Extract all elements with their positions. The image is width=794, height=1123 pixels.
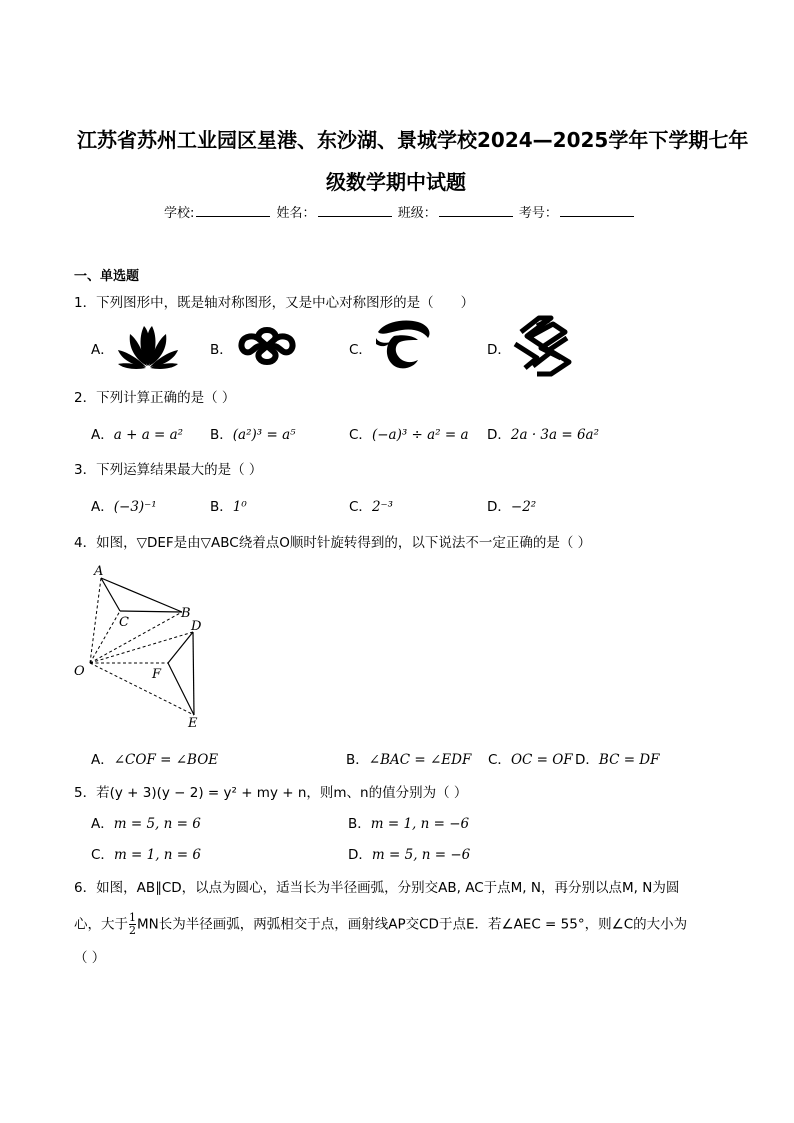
china-mobile-logo-icon xyxy=(511,314,577,378)
q6-line2 xyxy=(74,912,687,937)
q6-frac-den: 2 xyxy=(129,924,136,937)
q1-label-c: C． xyxy=(349,342,372,358)
q6-line1: 6．如图，AB∥CD，以点为圆心，适当长为半径画弧，分别交AB, AC于点M, N，再分别以点M, N为圆 xyxy=(74,880,680,896)
segment-fe xyxy=(168,663,194,715)
q2-option-d: 2a · 3a = 6a² xyxy=(510,427,599,443)
examno-label: 考号： xyxy=(518,206,558,221)
point-label-e: E xyxy=(188,716,198,731)
q1-label-d: D． xyxy=(487,342,511,358)
q5-label-b: B． xyxy=(348,816,371,832)
q1-stem: 1．下列图形中，既是轴对称图形，又是中心对称图形的是（ ） xyxy=(74,295,475,311)
q4-label-c: C． xyxy=(488,752,511,768)
q1-label-a: A． xyxy=(91,342,114,358)
q6-line3: （ ） xyxy=(74,950,106,966)
q5-option-b: m = 1, n = −6 xyxy=(370,816,470,832)
q2-label-b: B． xyxy=(210,427,233,443)
dashed-oa xyxy=(90,578,101,663)
huawei-logo-icon xyxy=(116,322,180,370)
q3-label-a: A． xyxy=(91,499,114,515)
q3-stem: 3．下列运算结果最大的是（ ） xyxy=(74,462,263,478)
name-blank[interactable] xyxy=(318,204,392,217)
q3-option-d: −2² xyxy=(510,499,537,515)
q2-option-a: a + a = a² xyxy=(113,427,184,443)
q4-label-d: D． xyxy=(575,752,599,768)
q4-option-a: ∠COF = ∠BOE xyxy=(113,752,219,768)
q4-option-b: ∠BAC = ∠EDF xyxy=(368,752,472,768)
point-label-a: A xyxy=(94,564,104,579)
q4-option-d: BC = DF xyxy=(598,752,660,768)
rotation-figure xyxy=(70,560,220,732)
q3-option-c: 2⁻³ xyxy=(371,499,394,515)
examno-blank[interactable] xyxy=(560,204,634,217)
q3-option-a: (−3)⁻¹ xyxy=(113,499,157,515)
q2-option-c: (−a)³ ÷ a² = a xyxy=(371,427,469,443)
q4-stem: 4．如图，▽DEF是由▽ABC绕着点O顺时针旋转得到的，以下说法不一定正确的是（ ） xyxy=(74,535,592,551)
point-label-o: O xyxy=(74,664,85,679)
q6-fraction xyxy=(129,912,136,937)
exam-title-line2: 级数学期中试题 xyxy=(326,170,466,194)
china-unicom-knot-icon xyxy=(236,326,298,366)
class-blank[interactable] xyxy=(439,204,513,217)
class-label: 班级： xyxy=(397,206,437,221)
q2-label-d: D． xyxy=(487,427,511,443)
q6-line2-start: 心，大于 xyxy=(74,916,128,933)
school-label: 学校: xyxy=(164,206,195,221)
q6-line2-end: MN长为半径画弧，两弧相交于点，画射线AP交CD于点E．若∠AEC = 55°，则∠C的大小为 xyxy=(137,916,688,933)
student-info-line xyxy=(164,202,636,221)
q5-label-d: D． xyxy=(348,847,372,863)
q5-option-d: m = 5, n = −6 xyxy=(371,847,471,863)
q5-label-a: A． xyxy=(91,816,114,832)
segment-ab xyxy=(101,578,182,612)
segment-ac xyxy=(101,578,120,611)
q5-option-c: m = 1, n = 6 xyxy=(113,847,201,863)
q3-label-c: C． xyxy=(349,499,372,515)
q2-stem: 2．下列计算正确的是（ ） xyxy=(74,390,236,406)
q4-label-b: B． xyxy=(346,752,369,768)
q5-stem: 5．若(y + 3)(y − 2) = y² + my + n，则m、n的值分别为（ ） xyxy=(74,785,468,801)
dashed-od xyxy=(90,632,193,663)
q3-label-b: B． xyxy=(210,499,233,515)
school-blank[interactable] xyxy=(196,204,270,217)
segment-de xyxy=(193,632,194,715)
q2-label-c: C． xyxy=(349,427,372,443)
point-label-f: F xyxy=(152,667,162,682)
exam-title-line1: 江苏省苏州工业园区星港、东沙湖、景城学校2024—2025学年下学期七年 xyxy=(77,128,749,152)
segment-df xyxy=(168,632,193,663)
q3-option-b: 1⁰ xyxy=(232,499,247,515)
q5-label-c: C． xyxy=(91,847,114,863)
segment-cb xyxy=(120,611,182,612)
q4-label-a: A． xyxy=(91,752,114,768)
dashed-oe xyxy=(90,663,194,715)
point-label-b: B xyxy=(181,606,191,621)
q3-label-d: D． xyxy=(487,499,511,515)
section-heading: 一、单选题 xyxy=(74,269,140,284)
q2-option-b: (a²)³ = a⁵ xyxy=(232,427,296,443)
point-label-d: D xyxy=(191,619,202,634)
q6-frac-num: 1 xyxy=(129,911,136,924)
name-label: 姓名： xyxy=(276,206,316,221)
q4-option-c: OC = OF xyxy=(510,752,573,768)
dashed-ob xyxy=(90,612,182,663)
q5-option-a: m = 5, n = 6 xyxy=(113,816,201,832)
point-label-c: C xyxy=(119,615,129,630)
q2-label-a: A． xyxy=(91,427,114,443)
china-telecom-logo-icon xyxy=(374,318,434,374)
q1-label-b: B． xyxy=(210,342,233,358)
